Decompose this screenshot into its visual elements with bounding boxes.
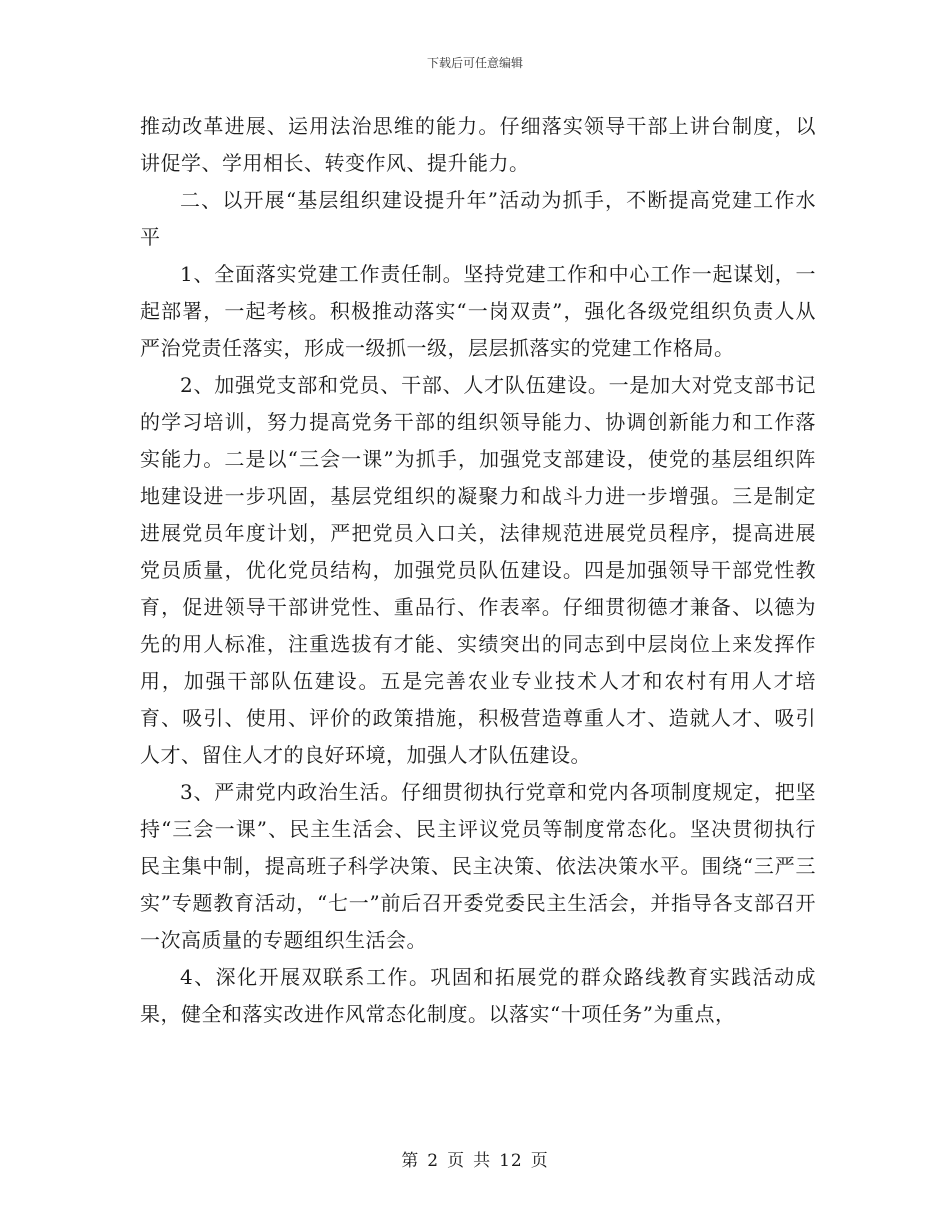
- footer-total-pages: 12: [499, 1151, 523, 1171]
- paragraph-1: 推动改革进展、运用法治思维的能力。仔细落实领导干部上讲台制度，以讲促学、学用相长、转变作风、提升能力。: [140, 114, 816, 175]
- document-body: [140, 108, 816, 1033]
- footer-page-number: 2: [427, 1151, 440, 1171]
- section-heading-2: 二、以开展“基层组织建设提升年”活动为抓手，不断提高党建工作水平: [140, 188, 816, 249]
- footer-prefix: 第: [401, 1151, 420, 1171]
- footer-page-label: 页: [447, 1151, 466, 1171]
- paragraph-item-4: 4、深化开展双联系工作。巩固和拓展党的群众路线教育实践活动成果，健全和落实改进作风常态化制度。以落实“十项任务”为重点，: [140, 965, 816, 1026]
- page-header: 下载后可任意编辑: [426, 56, 523, 70]
- footer-total-label: 共: [473, 1151, 492, 1171]
- paragraph-item-2: 2、加强党支部和党员、干部、人才队伍建设。一是加大对党支部书记的学习培训，努力提高党务干部的组织领导能力、协调创新能力和工作落实能力。二是以“三会一课”为抓手，加强党支部建设，使党的基层组织阵地建设进一步巩固，基层党组织的凝聚力和战斗力进一步增强。三是制定进展党员年度计划，严把党员入口关，法律规范进展党员程序，提高进展党员质量，优化党员结构，加强党员队伍建设。四是加强领导干部党性教育，促进领导干部讲党性、重品行、作表率。仔细贯彻德才兼备、以德为先的用人标准，注重选拔有才能、实绩突出的同志到中层岗位上来发挥作用，加强干部队伍建设。五是完善农业专业技术人才和农村有用人才培育、吸引、使用、评价的政策措施，积极营造尊重人才、造就人才、吸引人才、留住人才的良好环境，加强人才队伍建设。: [140, 373, 816, 767]
- page-footer: [0, 1146, 950, 1171]
- paragraph-item-3: 3、严肃党内政治生活。仔细贯彻执行党章和党内各项制度规定，把坚持“三会一课”、民主生活会、民主评议党员等制度常态化。坚决贯彻执行民主集中制，提高班子科学决策、民主决策、依法决策水平。围绕“三严三实”专题教育活动，“七一”前后召开委党委民主生活会，并指导各支部召开一次高质量的专题组织生活会。: [140, 780, 816, 952]
- paragraph-item-1: 1、全面落实党建工作责任制。坚持党建工作和中心工作一起谋划，一起部署，一起考核。积极推动落实“一岗双责”，强化各级党组织负责人从严治党责任落实，形成一级抓一级，层层抓落实的党建工作格局。: [140, 262, 816, 360]
- footer-suffix: 页: [530, 1151, 549, 1171]
